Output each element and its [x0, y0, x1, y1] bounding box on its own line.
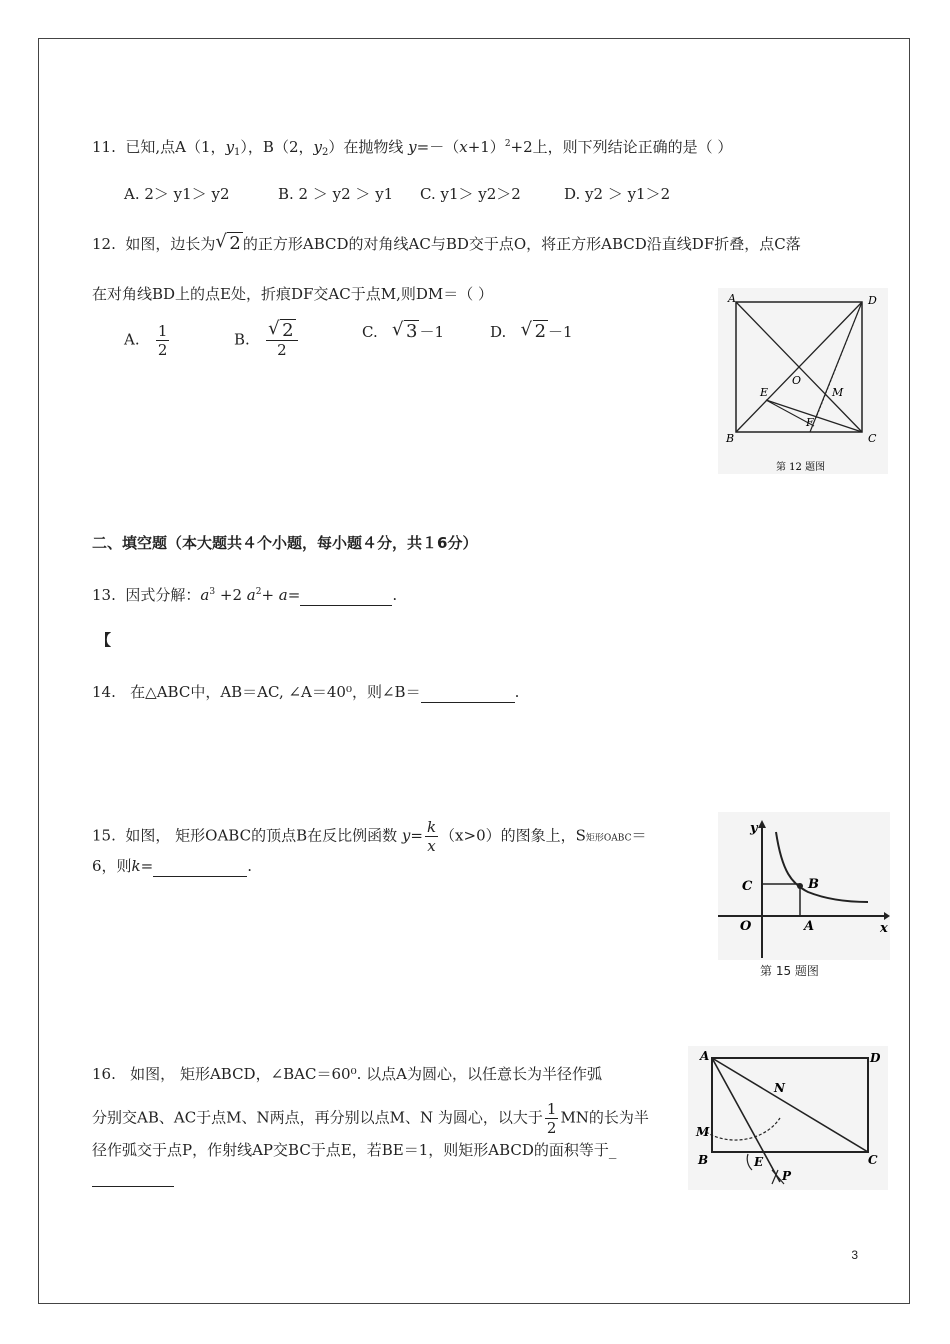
q15-answer-blank[interactable] — [153, 856, 247, 877]
label-m: M — [832, 386, 844, 399]
q15-stem-line2: 6，则k= . — [92, 857, 252, 875]
label-b: B — [808, 877, 819, 892]
q12-option-c: C. √ 3 －1 — [362, 319, 445, 342]
label-n: N — [774, 1081, 785, 1095]
label-a: A — [728, 292, 736, 305]
q15-figure — [718, 812, 890, 960]
label-d: D — [868, 294, 877, 307]
label-f: F — [806, 416, 814, 429]
q16-stem-line3: 径作弧交于点P，作射线AP交BC于点E，若BE＝1，则矩形ABCD的面积等于_ — [92, 1141, 617, 1159]
q16-answer-line[interactable] — [92, 1166, 174, 1187]
q12-option-d: D. √ 2 －1 — [490, 319, 573, 342]
sqrt-symbol: √ 2 — [215, 231, 241, 254]
q11-stem: 11. 已知,点A（1，$y_1$），B（2，$y_2$）在抛物线 $y=-(x+1)^2+2$上，则下列结论正确的是（ ） — [92, 138, 733, 158]
q11-option-a: A. 2＞ y1＞ y2 — [124, 185, 230, 203]
label-m: M — [696, 1125, 710, 1139]
q12-stem-line2: 在对角线BD上的点E处，折痕DF交AC于点M,则DM＝（ ） — [92, 285, 494, 303]
q16-figure — [688, 1046, 888, 1190]
q11-option-c: C. y1＞ y2＞2 — [420, 185, 521, 203]
section-heading: 二、填空题（本大题共４个小题，每小题４分，共１6分） — [92, 534, 478, 552]
label-b: B — [698, 1153, 709, 1167]
label-c: C — [868, 1153, 878, 1167]
label-x: x — [880, 921, 888, 936]
q11-option-b: B. 2 ＞ y2 ＞ y1 — [278, 185, 394, 203]
label-b: B — [726, 432, 735, 445]
q12-figure — [718, 288, 888, 474]
q12-caption: 第 12 题图 — [776, 462, 826, 473]
label-a: A — [700, 1049, 710, 1063]
q14-answer-blank[interactable] — [421, 682, 515, 703]
q16-stem-line2: 分别交AB、AC于点M、N两点，再分别以点M、N 为圆心，以大于 $\frac{1}{2}$ MN的长为半 — [92, 1100, 649, 1137]
q12-option-b: B. √ 2 2 — [234, 322, 300, 359]
label-y: y — [750, 821, 758, 836]
label-e: E — [754, 1155, 764, 1169]
q15-caption: 第 15 题图 — [760, 964, 819, 978]
label-e: E — [760, 386, 769, 399]
q12-option-a: A. $\frac{1}{2}$ — [124, 322, 168, 359]
q14-stem: 14. 在△ABC中，AB＝AC, ∠A＝40⁰，则∠B＝ . — [92, 683, 520, 701]
label-o: O — [792, 374, 802, 387]
q16-stem-line1: 16. 如图， 矩形ABCD，∠BAC＝60⁰. 以点A为圆心，以任意长为半径作弧 — [92, 1065, 602, 1083]
label-o: O — [740, 919, 752, 934]
label-c: C — [868, 432, 877, 445]
label-c: C — [742, 879, 753, 894]
label-a: A — [804, 919, 815, 934]
q13-stem: 13. 因式分解：$a^3 +2$ $a^2+ a=$ . — [92, 586, 398, 604]
q13-answer-blank[interactable] — [300, 585, 392, 606]
label-d: D — [870, 1051, 881, 1065]
q11-option-d: D. y2 ＞ y1＞2 — [564, 185, 671, 203]
label-p: P — [782, 1169, 792, 1183]
q15-stem-line1: 15. 如图， 矩形OABC的顶点B在反比例函数 y= $\frac{k}{x}$ （x>0）的图象上，S矩形OABC＝ — [92, 818, 647, 855]
q12-stem-line1: 12. 如图，边长为 √ 2 的正方形ABCD的对角线AC与BD交于点O，将正方形ABCD沿直线DF折叠，点C落 — [92, 231, 801, 254]
bracket-mark: 【 — [96, 631, 112, 649]
page-number: 3 — [851, 1248, 858, 1262]
